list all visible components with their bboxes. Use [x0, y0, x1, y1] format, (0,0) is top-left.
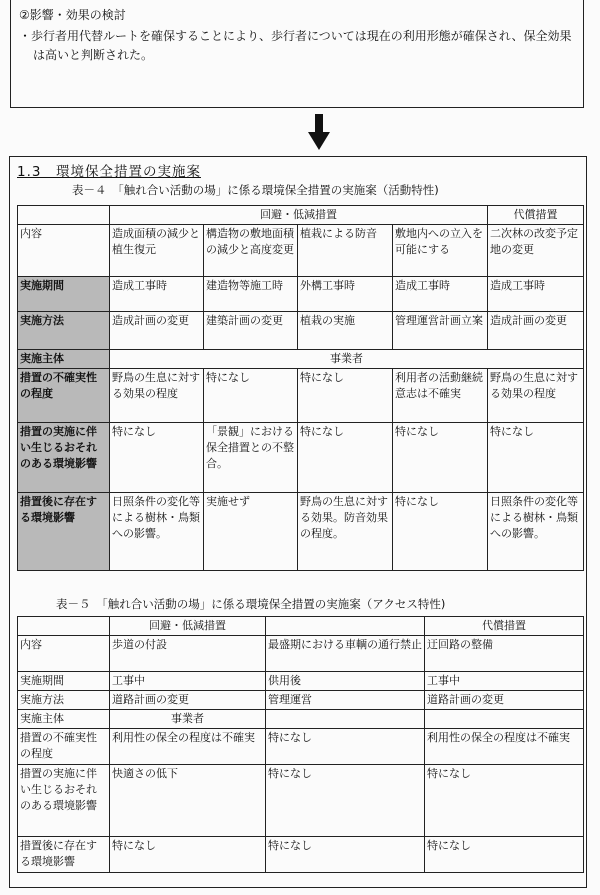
- table-cell: 特になし: [393, 493, 488, 571]
- table-cell: 「景観」における保全措置との不整合。: [204, 423, 298, 493]
- table-cell: 日照条件の変化等による樹林・鳥類への影響。: [110, 493, 204, 571]
- t5-entity: 事業者: [110, 710, 266, 729]
- t4-entity: 事業者: [110, 350, 584, 369]
- table-cell: 供用後: [266, 672, 425, 691]
- table-cell: 造成面積の減少と植生復元: [110, 225, 204, 277]
- table-cell: 特になし: [298, 423, 393, 493]
- table-cell: 道路計画の変更: [425, 691, 584, 710]
- table-cell: 造成計画の変更: [488, 312, 584, 350]
- table-cell: 野鳥の生息に対する効果。防音効果の程度。: [298, 493, 393, 571]
- table-cell: [425, 710, 584, 729]
- t4-corner: [18, 206, 110, 225]
- t4-label-period: 実施期間: [18, 277, 110, 312]
- table-cell: 利用性の保全の程度は不確実: [425, 729, 584, 765]
- table-cell: 歩道の付設: [110, 636, 266, 672]
- table-cell: 造成工事時: [110, 277, 204, 312]
- impact-review-box: [10, 0, 584, 108]
- t5-corner: [18, 617, 110, 636]
- table-cell: 特になし: [266, 837, 425, 873]
- t5-label-uncertainty: 措置の不確実性の程度: [18, 729, 110, 765]
- table4-caption: 表－４ 「触れ合い活動の場」に係る環境保全措置の実施案（活動特性): [72, 183, 439, 197]
- table-cell: 最盛期における車輌の通行禁止: [266, 636, 425, 672]
- table-cell: 利用者の活動継続意志は不確実: [393, 369, 488, 423]
- t4-group-avoid: 回避・低減措置: [110, 206, 488, 225]
- impact-review-heading: ②影響・効果の検討: [19, 8, 126, 22]
- t4-label-uncertainty: 措置の不確実性の程度: [18, 369, 110, 423]
- t5-label-period: 実施期間: [18, 672, 110, 691]
- table-cell: 植栽の実施: [298, 312, 393, 350]
- t4-label-content: 内容: [18, 225, 110, 277]
- t5-group-blank: [266, 617, 425, 636]
- table-cell: 工事中: [425, 672, 584, 691]
- table-cell: 植栽による防音: [298, 225, 393, 277]
- table-cell: 造成計画の変更: [110, 312, 204, 350]
- table-cell: 敷地内への立入を可能にする: [393, 225, 488, 277]
- t5-label-entity: 実施主体: [18, 710, 110, 729]
- table-cell: [266, 710, 425, 729]
- table-cell: 特になし: [266, 729, 425, 765]
- down-arrow-icon: [308, 114, 330, 150]
- table-cell: 特になし: [298, 369, 393, 423]
- table-cell: 迂回路の整備: [425, 636, 584, 672]
- table-cell: 外構工事時: [298, 277, 393, 312]
- t4-label-side-effect: 措置の実施に伴い生じるおそれのある環境影響: [18, 423, 110, 493]
- table5-access: [17, 616, 584, 873]
- table-cell: 造成工事時: [488, 277, 584, 312]
- table-cell: 特になし: [204, 369, 298, 423]
- t5-group-comp: 代償措置: [425, 617, 584, 636]
- table-cell: 実施せず: [204, 493, 298, 571]
- table-cell: 特になし: [110, 837, 266, 873]
- t4-label-method: 実施方法: [18, 312, 110, 350]
- table-cell: 特になし: [110, 423, 204, 493]
- table-cell: 二次林の改変予定地の変更: [488, 225, 584, 277]
- table4-activity: [17, 205, 584, 571]
- table-cell: 造成工事時: [393, 277, 488, 312]
- table-cell: 管理運営: [266, 691, 425, 710]
- table-cell: 特になし: [266, 765, 425, 837]
- table-cell: 管理運営計画立案: [393, 312, 488, 350]
- t4-group-comp: 代償措置: [488, 206, 584, 225]
- table-cell: 特になし: [393, 423, 488, 493]
- table-cell: 工事中: [110, 672, 266, 691]
- table5-caption: 表－５ 「触れ合い活動の場」に係る環境保全措置の実施案（アクセス特性): [56, 597, 446, 611]
- table-cell: 建築計画の変更: [204, 312, 298, 350]
- table-cell: 道路計画の変更: [110, 691, 266, 710]
- table-cell: 特になし: [425, 765, 584, 837]
- t5-label-content: 内容: [18, 636, 110, 672]
- t4-label-entity: 実施主体: [18, 350, 110, 369]
- table-cell: 特になし: [425, 837, 584, 873]
- table-cell: 快適さの低下: [110, 765, 266, 837]
- t5-label-residual: 措置後に存在する環境影響: [18, 837, 110, 873]
- table-cell: 利用性の保全の程度は不確実: [110, 729, 266, 765]
- section-title: 1.3 環境保全措置の実施案: [17, 164, 201, 180]
- t5-label-side-effect: 措置の実施に伴い生じるおそれのある環境影響: [18, 765, 110, 837]
- t5-label-method: 実施方法: [18, 691, 110, 710]
- table-cell: 野鳥の生息に対する効果の程度: [488, 369, 584, 423]
- table-cell: 建造物等施工時: [204, 277, 298, 312]
- t4-label-residual: 措置後に存在する環境影響: [18, 493, 110, 571]
- table-cell: 日照条件の変化等による樹林・鳥類への影響。: [488, 493, 584, 571]
- impact-review-text: ・歩行者用代替ルートを確保することにより、歩行者については現在の利用形態が確保され、保全効果は高いと判断された。: [19, 29, 572, 62]
- table-cell: 構造物の敷地面積の減少と高度変更: [204, 225, 298, 277]
- t5-group-avoid: 回避・低減措置: [110, 617, 266, 636]
- table-cell: 野鳥の生息に対する効果の程度: [110, 369, 204, 423]
- table-cell: 特になし: [488, 423, 584, 493]
